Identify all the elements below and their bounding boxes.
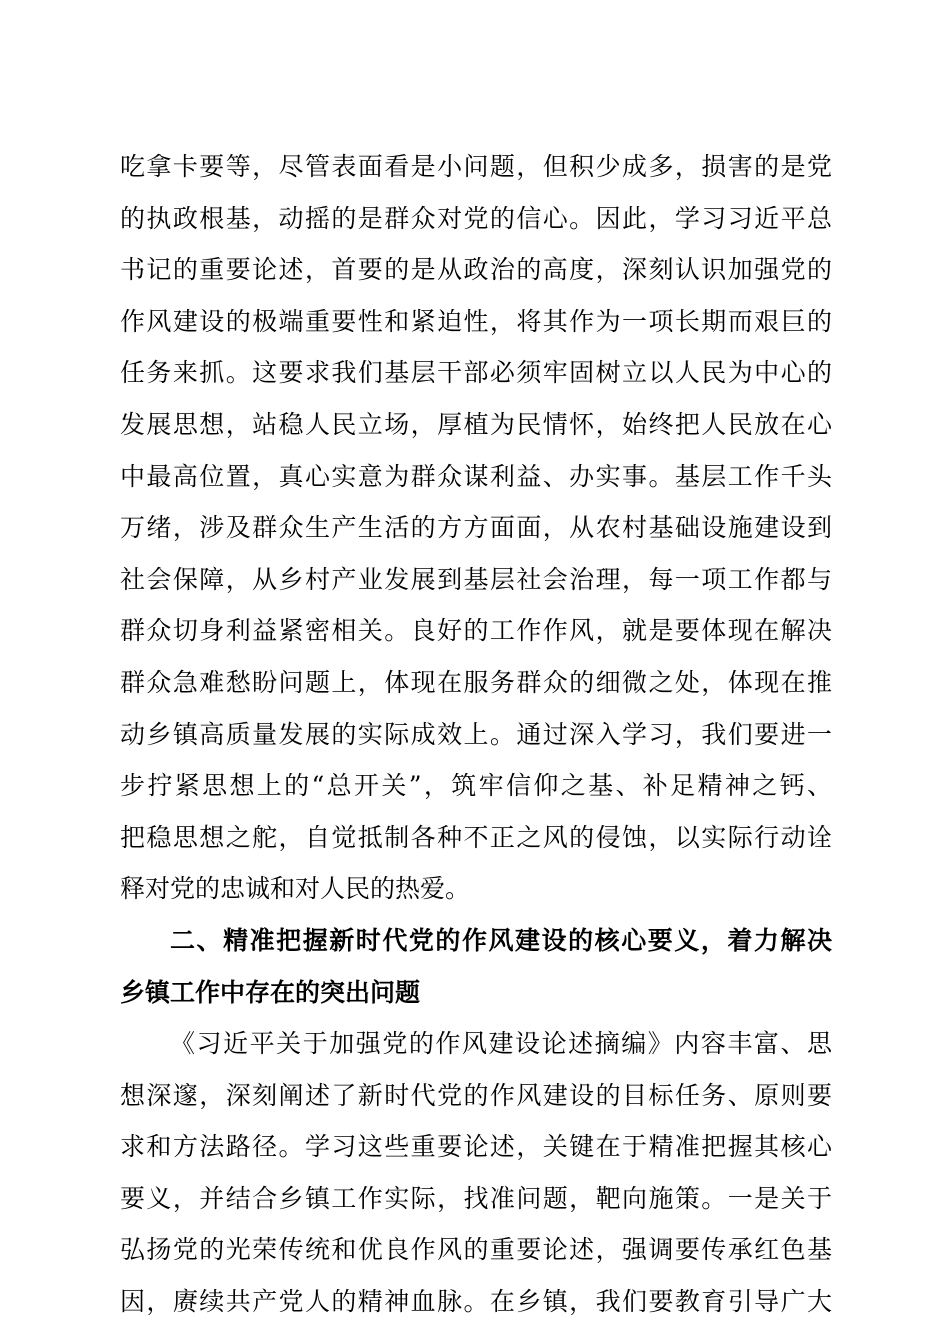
paragraph-1-line-8: 万绪，涉及群众生产生活的方方面面，从农村基础设施建设到 <box>120 513 832 543</box>
section-heading-line-2: 乡镇工作中存在的突出问题 <box>120 977 421 1007</box>
section-heading-line-1: 二、精准把握新时代党的作风建设的核心要义，着力解决 <box>170 925 832 955</box>
paragraph-2-line-5: 弘扬党的光荣传统和优良作风的重要论述，强调要传承红色基 <box>120 1235 832 1265</box>
paragraph-1-line-6: 发展思想，站稳人民立场，厚植为民情怀，始终把人民放在心 <box>120 409 832 439</box>
paragraph-2-line-4: 要义，并结合乡镇工作实际，找准问题，靶向施策。一是关于 <box>120 1183 832 1213</box>
paragraph-1-line-7: 中最高位置，真心实意为群众谋利益、办实事。基层工作千头 <box>120 461 832 491</box>
paragraph-1-line-3: 书记的重要论述，首要的是从政治的高度，深刻认识加强党的 <box>120 255 832 285</box>
paragraph-2-line-6: 因，赓续共产党人的精神血脉。在乡镇，我们要教育引导广大 <box>120 1287 832 1317</box>
paragraph-2-line-1: 《习近平关于加强党的作风建设论述摘编》内容丰富、思 <box>170 1029 832 1059</box>
paragraph-1-line-14: 把稳思想之舵，自觉抵制各种不正之风的侵蚀，以实际行动诠 <box>120 822 832 852</box>
paragraph-1-line-10: 群众切身利益紧密相关。良好的工作作风，就是要体现在解决 <box>120 616 832 646</box>
paragraph-2-line-2: 想深邃，深刻阐述了新时代党的作风建设的目标任务、原则要 <box>120 1080 832 1110</box>
paragraph-1-line-4: 作风建设的极端重要性和紧迫性，将其作为一项长期而艰巨的 <box>120 306 832 336</box>
paragraph-1-line-13: 步拧紧思想上的“总开关”，筑牢信仰之基、补足精神之钙、 <box>120 771 832 801</box>
paragraph-1-line-1: 吃拿卡要等，尽管表面看是小问题，但积少成多，损害的是党 <box>120 152 832 181</box>
paragraph-1-line-5: 任务来抓。这要求我们基层干部必须牢固树立以人民为中心的 <box>120 358 832 388</box>
paragraph-1-line-11: 群众急难愁盼问题上，体现在服务群众的细微之处，体现在推 <box>120 667 832 697</box>
paragraph-2-line-3: 求和方法路径。学习这些重要论述，关键在于精准把握其核心 <box>120 1132 832 1162</box>
paragraph-1-line-9: 社会保障，从乡村产业发展到基层社会治理，每一项工作都与 <box>120 564 832 594</box>
document-body <box>120 141 832 1328</box>
paragraph-1-line-12: 动乡镇高质量发展的实际成效上。通过深入学习，我们要进一 <box>120 719 832 749</box>
paragraph-1-line-2: 的执政根基，动摇的是群众对党的信心。因此，学习习近平总 <box>120 203 832 233</box>
paragraph-1-line-15: 释对党的忠诚和对人民的热爱。 <box>120 874 471 904</box>
